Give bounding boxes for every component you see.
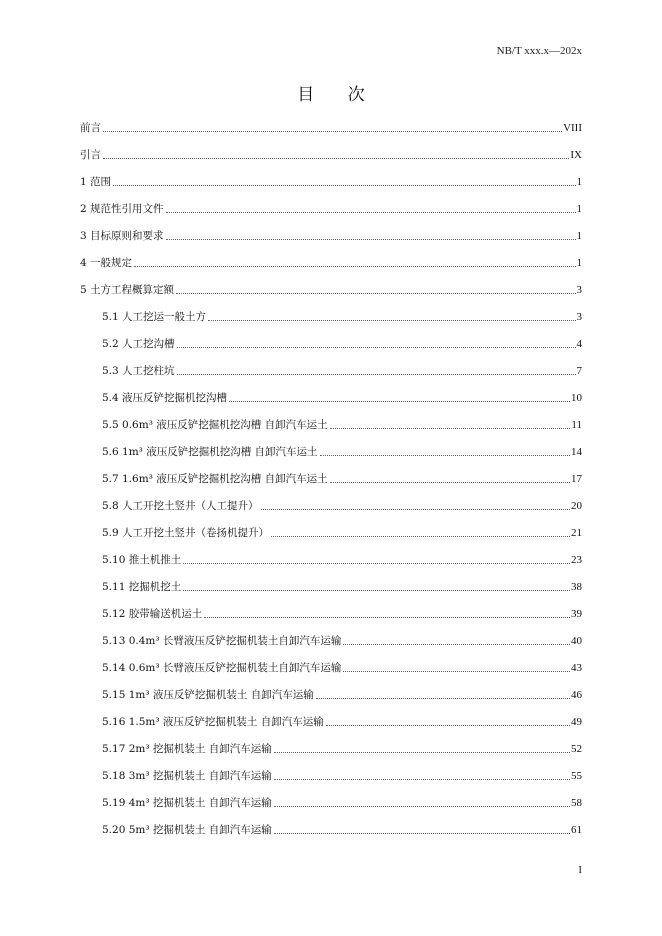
toc-entry-page: 38 <box>571 581 582 593</box>
toc-entry[interactable] <box>80 282 582 298</box>
toc-entry-label: 前言 <box>80 122 101 134</box>
dot-leader <box>316 698 570 699</box>
dot-leader <box>177 374 576 375</box>
toc-entry[interactable] <box>80 174 582 190</box>
toc-entry-page: 3 <box>576 284 582 296</box>
toc-entry-page: 17 <box>571 473 582 485</box>
toc-entry-label: 5.8 人工开挖土竖井（人工提升） <box>102 500 259 512</box>
dot-leader <box>330 482 570 483</box>
toc-entry[interactable] <box>80 228 582 244</box>
dot-leader <box>274 752 570 753</box>
toc-entry[interactable] <box>102 336 582 352</box>
toc-entry-page: 23 <box>571 554 582 566</box>
toc-entry-page: 14 <box>571 446 582 458</box>
dot-leader <box>103 131 562 132</box>
toc-entry[interactable] <box>80 147 582 163</box>
toc-entry-page: VIII <box>563 122 582 134</box>
toc-entry-page: 11 <box>571 419 582 431</box>
toc-entry-page: 3 <box>576 311 582 323</box>
dot-leader <box>274 806 570 807</box>
toc-entry-page: 7 <box>576 365 582 377</box>
toc-entry[interactable] <box>102 390 582 406</box>
dot-leader <box>271 536 570 537</box>
dot-leader <box>274 779 570 780</box>
toc-entry-page: 4 <box>576 338 582 350</box>
dot-leader <box>113 185 575 186</box>
dot-leader <box>330 428 571 429</box>
dot-leader <box>176 293 575 294</box>
toc-entry[interactable] <box>102 687 582 703</box>
toc-entry[interactable] <box>102 606 582 622</box>
toc-entry-label: 5.6 1m³ 液压反铲挖掘机挖沟槽 自卸汽车运土 <box>102 446 318 458</box>
toc-entry-label: 5 土方工程概算定额 <box>80 284 175 296</box>
toc-entry-label: 5.5 0.6m³ 液压反铲挖掘机挖沟槽 自卸汽车运土 <box>102 419 328 431</box>
toc-entry-label: 5.13 0.4m³ 长臂液压反铲挖掘机装土自卸汽车运输 <box>102 635 342 647</box>
toc-entry-page: 39 <box>571 608 582 620</box>
toc-entry-label: 5.17 2m³ 挖掘机装土 自卸汽车运输 <box>102 743 272 755</box>
toc-entry-page: 1 <box>576 176 582 188</box>
toc-entry-page: 20 <box>571 500 582 512</box>
dot-leader <box>134 266 575 267</box>
toc-entry-label: 5.9 人工开挖土竖井（卷扬机提升） <box>102 527 270 539</box>
toc-entry-page: IX <box>570 149 582 161</box>
toc-entry-page: 58 <box>571 797 582 809</box>
toc-entry-label: 5.18 3m³ 挖掘机装土 自卸汽车运输 <box>102 770 272 782</box>
toc-entry-page: 46 <box>571 689 582 701</box>
dot-leader <box>204 617 570 618</box>
toc-entry-label: 3 目标原则和要求 <box>80 230 164 242</box>
toc-entry-label: 5.11 挖掘机挖土 <box>102 581 182 593</box>
dot-leader <box>261 509 570 510</box>
toc-entry[interactable] <box>102 471 582 487</box>
toc-entry-label: 5.14 0.6m³ 长臂液压反铲挖掘机装土自卸汽车运输 <box>102 662 342 674</box>
toc-entry-label: 1 范围 <box>80 176 112 188</box>
toc-entry[interactable] <box>102 795 582 811</box>
toc-entry-label: 引言 <box>80 149 101 161</box>
dot-leader <box>183 590 570 591</box>
toc-entry-label: 5.15 1m³ 液压反铲挖掘机装土 自卸汽车运输 <box>102 689 314 701</box>
toc-entry[interactable] <box>80 255 582 271</box>
toc-entry[interactable] <box>80 201 582 217</box>
toc-entry-label: 5.7 1.6m³ 液压反铲挖掘机挖沟槽 自卸汽车运土 <box>102 473 328 485</box>
dot-leader <box>177 347 576 348</box>
toc-entry[interactable] <box>102 660 582 676</box>
dot-leader <box>343 671 570 672</box>
toc-entry-label: 5.19 4m³ 挖掘机装土 自卸汽车运输 <box>102 797 272 809</box>
toc-entry[interactable] <box>102 768 582 784</box>
toc-entry[interactable] <box>80 120 582 136</box>
toc-entry-label: 5.4 液压反铲挖掘机挖沟槽 <box>102 392 228 404</box>
page-number: I <box>578 864 582 876</box>
toc-entry[interactable] <box>102 417 582 433</box>
dot-leader <box>183 563 570 564</box>
toc-entry-page: 55 <box>571 770 582 782</box>
toc-entry[interactable] <box>102 525 582 541</box>
dot-leader <box>343 644 570 645</box>
toc-entry[interactable] <box>102 498 582 514</box>
toc-entry-page: 10 <box>571 392 582 404</box>
toc-entry[interactable] <box>102 579 582 595</box>
toc-entry[interactable] <box>102 552 582 568</box>
toc-entry-page: 52 <box>571 743 582 755</box>
toc-entry-label: 5.16 1.5m³ 液压反铲挖掘机装土 自卸汽车运输 <box>102 716 324 728</box>
dot-leader <box>166 239 576 240</box>
toc-entry-label: 5.1 人工挖运一般土方 <box>102 311 207 323</box>
toc-entry-page: 61 <box>571 824 582 836</box>
toc-entry[interactable] <box>102 822 582 838</box>
standard-code: NB/T xxx.x—202x <box>496 45 582 57</box>
toc-entry[interactable] <box>102 444 582 460</box>
toc-entry-page: 40 <box>571 635 582 647</box>
toc-entry-label: 5.12 胶带输送机运土 <box>102 608 203 620</box>
toc-entry[interactable] <box>102 363 582 379</box>
toc-entry[interactable] <box>102 741 582 757</box>
toc-entry-page: 43 <box>571 662 582 674</box>
toc-entry-label: 5.20 5m³ 挖掘机装土 自卸汽车运输 <box>102 824 272 836</box>
toc-entry-label: 5.2 人工挖沟槽 <box>102 338 175 350</box>
dot-leader <box>103 158 569 159</box>
toc-entry-page: 49 <box>571 716 582 728</box>
toc-entry[interactable] <box>102 714 582 730</box>
toc-entry-page: 21 <box>571 527 582 539</box>
toc-entry-label: 5.3 人工挖柱坑 <box>102 365 175 377</box>
toc-entry[interactable] <box>102 633 582 649</box>
dot-leader <box>274 833 570 834</box>
dot-leader <box>320 455 570 456</box>
page-title: 目 次 <box>297 85 379 105</box>
toc-entry-page: 1 <box>576 230 582 242</box>
dot-leader <box>326 725 570 726</box>
toc-entry-label: 5.10 推土机推土 <box>102 554 182 566</box>
dot-leader <box>166 212 576 213</box>
toc-entry-page: 1 <box>576 257 582 269</box>
toc-entry-label: 2 规范性引用文件 <box>80 203 164 215</box>
toc-entry[interactable] <box>102 309 582 325</box>
toc-entry-page: 1 <box>576 203 582 215</box>
dot-leader <box>229 401 570 402</box>
toc-entry-label: 4 一般规定 <box>80 257 133 269</box>
dot-leader <box>208 320 575 321</box>
